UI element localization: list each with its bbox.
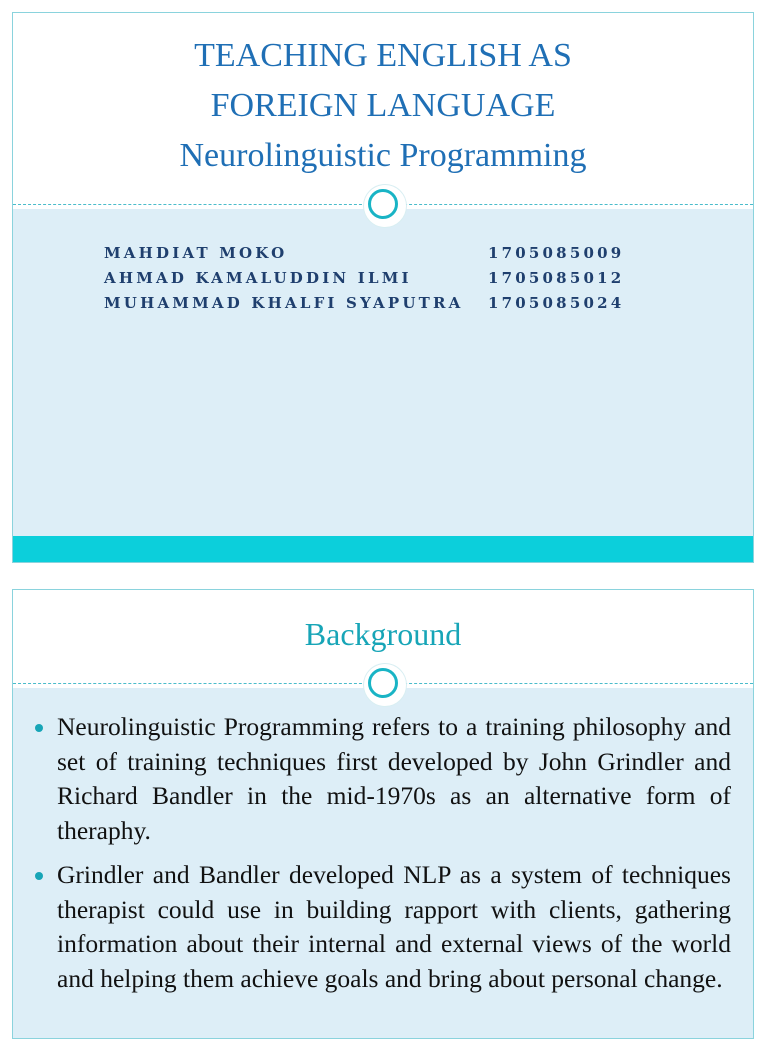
author-row [104,241,624,266]
footer-accent-bar [13,536,753,562]
title-area [13,13,753,203]
author-id: 1705085009 [488,244,625,262]
title-slide [12,12,754,563]
author-name: MUHAMMAD KHALFI SYAPUTRA [104,294,464,312]
author-row [104,291,624,316]
bullet-item [35,858,731,996]
author-name: MAHDIAT MOKO [104,244,288,262]
title-line-2: FOREIGN LANGUAGE [210,87,556,124]
title-line-1: TEACHING ENGLISH AS [194,37,572,74]
bullet-list [35,710,731,1006]
circle-ornament-icon [364,664,406,706]
background-slide [12,589,754,1039]
slide-title: Background [304,616,462,652]
bullet-dot-icon [35,872,43,880]
circle-ornament-icon [364,185,406,227]
title-line-3: Neurolinguistic Programming [179,137,587,174]
bullet-text: Neurolinguistic Programming refers to a training philosophy and set of training techniques first developed by John Grindler and Richard Bandler in the mid-1970s as an alternative form of theraphy. [57,712,731,845]
bullet-item [35,710,731,848]
bullet-text: Grindler and Bandler developed NLP as a system of techniques therapist could use in building rapport with clients, gathering information about their internal and external views of the world and helping them achieve goals and bring about personal change. [57,860,731,993]
author-id: 1705085024 [488,294,625,312]
author-list [104,241,624,316]
author-row [104,266,624,291]
author-name: AHMAD KAMALUDDIN ILMI [104,269,412,287]
author-id: 1705085012 [488,269,625,287]
bullet-dot-icon [35,724,43,732]
